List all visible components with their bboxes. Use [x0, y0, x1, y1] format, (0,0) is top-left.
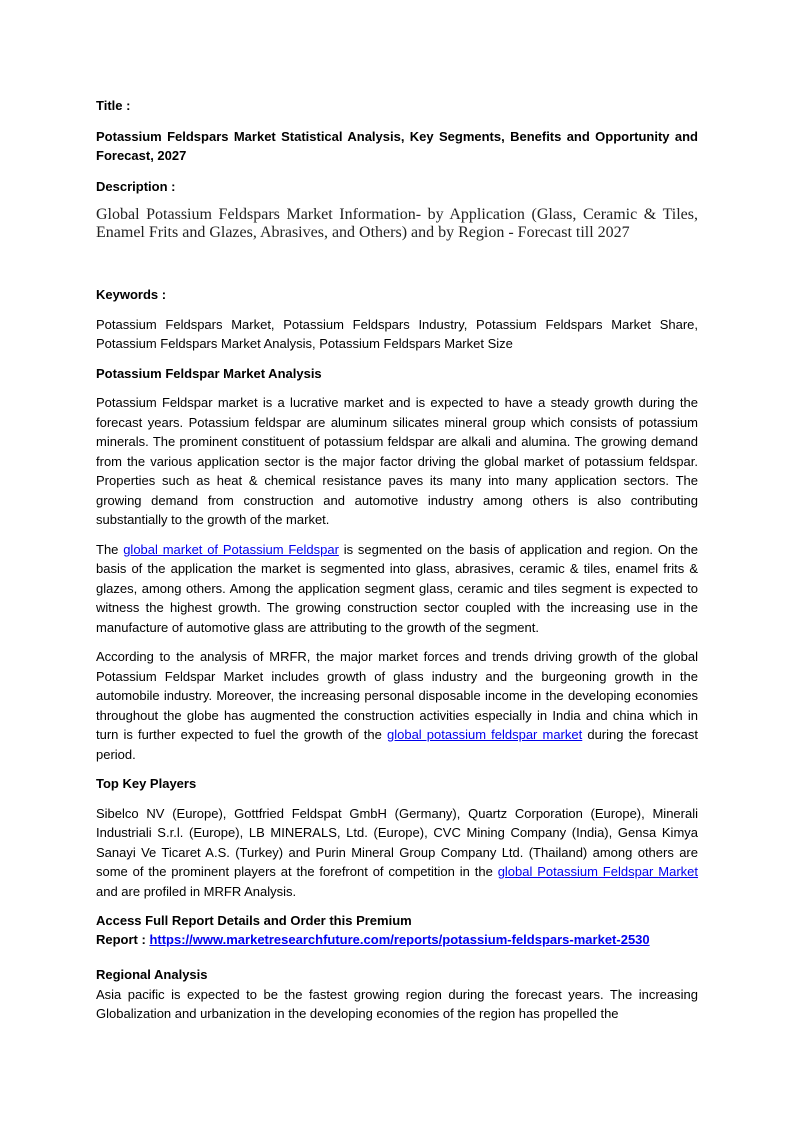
paragraph-text: Sibelco NV (Europe), Gottfried Feldspat GmbH (Germany), Quartz Corporation (Europe), Minerali Industriali S.r.l. (Europe), LB MINERALS, Ltd. (Europe), CVC Mining Company (India), Gensa Kimya Sanayi Ve Ticaret A.S. (Turkey) and Purin Mineral Group Company Ltd. (Thailand) among others are some of the prominent players at the forefront of competition in the	[96, 805, 698, 879]
access-report-url-line	[96, 930, 698, 949]
analysis-paragraph-2	[96, 540, 698, 638]
regional-heading: Regional Analysis	[96, 967, 208, 982]
report-url-link[interactable]: https://www.marketresearchfuture.com/reports/potassium-feldspars-market-2530	[149, 932, 650, 947]
access-report-line: Access Full Report Details and Order this Premium	[96, 913, 412, 928]
regional-paragraph: Asia pacific is expected to be the fastest growing region during the forecast years. The increasing Globalization and urbanization in the developing economies of the region has propelled the	[96, 986, 698, 1021]
analysis-paragraph-3	[96, 647, 698, 764]
keywords-text: Potassium Feldspars Market, Potassium Feldspars Industry, Potassium Feldspars Market Share, Potassium Feldspars Market Analysis, Potassium Feldspars Market Size	[96, 316, 698, 351]
description-label: Description :	[96, 178, 176, 194]
access-report-block	[96, 911, 698, 949]
analysis-paragraph-1: Potassium Feldspar market is a lucrative market and is expected to have a steady growth during the forecast years. Potassium feldspar are aluminum silicates mineral group which consists of potassium minerals. The prominent constituent of potassium feldspar are alkali and alumina. The growing demand from the various application sector is the major factor driving the global market of potassium feldspar. Properties such as heat & chemical resistance paves its many into many application sectors. The growing demand from construction and automotive industry among others is also contributing substantially to the growth of the market.	[96, 395, 698, 527]
keywords-label: Keywords :	[96, 287, 167, 302]
players-paragraph	[96, 804, 698, 902]
description-text: Global Potassium Feldspars Market Information- by Application (Glass, Ceramic & Tiles, Enamel Frits and Glazes, Abrasives, and Others) and by Region - Forecast till 2027	[96, 206, 698, 241]
paragraph-text: The	[96, 541, 124, 557]
global-market-link[interactable]: global market of Potassium Feldspar	[123, 541, 339, 557]
title-label: Title :	[96, 98, 131, 113]
document-title: Potassium Feldspars Market Statistical Analysis, Key Segments, Benefits and Opportunity and Forecast, 2027	[96, 128, 698, 163]
paragraph-text: during the forecast period.	[96, 727, 699, 762]
global-potassium-feldspar-market-link[interactable]: global potassium feldspar market	[386, 727, 583, 742]
paragraph-text: is segmented on the basis of application and region. On the basis of the application the market is segmented into glass, abrasives, ceramic & tiles, enamel frits & glazes, among others. Among the application segment glass, ceramic and tiles segment is expected to witness the highest growth. The growing construction sector coupled with the increasing use in the manufacture of automotive glass are attributing to the growth of the segment.	[96, 541, 699, 635]
analysis-heading: Potassium Feldspar Market Analysis	[96, 365, 322, 381]
players-heading: Top Key Players	[96, 776, 197, 791]
report-label: Report :	[96, 932, 150, 947]
paragraph-text: According to the analysis of MRFR, the major market forces and trends driving growth of the global Potassium Feldspar Market includes growth of glass industry and the burgeoning growth in the automobile industry. Moreover, the increasing personal disposable income in the developing economies throughout the globe has augmented the construction activities especially in India and china which in turn is further expected to fuel the growth of the	[96, 649, 698, 742]
global-potassium-feldspar-market-link-2[interactable]: global Potassium Feldspar Market	[497, 864, 698, 879]
paragraph-text: and are profiled in MRFR Analysis.	[96, 883, 297, 899]
document-body	[96, 96, 698, 1024]
